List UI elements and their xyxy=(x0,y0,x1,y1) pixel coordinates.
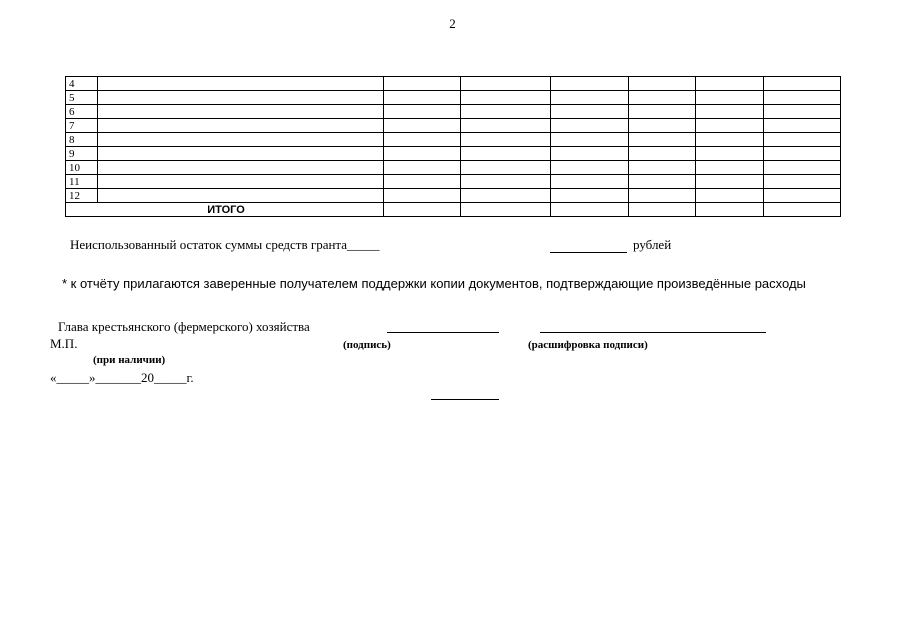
table-cell xyxy=(551,133,629,147)
table-cell xyxy=(461,147,551,161)
table-cell xyxy=(461,133,551,147)
table-cell xyxy=(764,175,841,189)
table-cell xyxy=(629,133,696,147)
table-cell xyxy=(384,189,461,203)
footnote: * к отчёту прилагаются заверенные получателем поддержки копии документов, подтверждающие произведённые расходы xyxy=(62,276,806,291)
total-cell xyxy=(629,203,696,217)
table-cell xyxy=(461,175,551,189)
table-cell xyxy=(629,91,696,105)
table-cell xyxy=(764,77,841,91)
table-cell xyxy=(696,105,764,119)
table-cell xyxy=(696,133,764,147)
table-cell xyxy=(764,189,841,203)
table-cell xyxy=(461,105,551,119)
row-number-cell: 4 xyxy=(66,77,98,91)
date-line: «_____»_______20_____г. xyxy=(50,370,194,385)
signature-line xyxy=(387,332,499,333)
table-cell xyxy=(384,119,461,133)
page-number: 2 xyxy=(449,16,456,31)
table-cell xyxy=(629,105,696,119)
table-cell xyxy=(551,161,629,175)
table-cell xyxy=(696,119,764,133)
table-row xyxy=(66,133,841,147)
table-cell xyxy=(629,147,696,161)
table-cell xyxy=(764,161,841,175)
table-cell xyxy=(98,91,384,105)
table-cell xyxy=(696,175,764,189)
table-cell xyxy=(384,133,461,147)
head-label: Глава крестьянского (фермерского) хозяйства xyxy=(58,319,310,334)
table-cell xyxy=(764,133,841,147)
total-cell xyxy=(551,203,629,217)
row-number-cell: 10 xyxy=(66,161,98,175)
table-cell xyxy=(384,91,461,105)
table-cell xyxy=(384,105,461,119)
table-cell xyxy=(384,77,461,91)
table-row xyxy=(66,91,841,105)
stamp-note: (при наличии) xyxy=(93,354,166,366)
table-row xyxy=(66,105,841,119)
total-cell xyxy=(384,203,461,217)
table-cell xyxy=(98,147,384,161)
table-cell xyxy=(98,119,384,133)
table-cell xyxy=(696,147,764,161)
table-cell xyxy=(551,147,629,161)
table-cell xyxy=(764,105,841,119)
table-cell xyxy=(551,105,629,119)
table-cell xyxy=(98,77,384,91)
row-number-cell: 8 xyxy=(66,133,98,147)
table-cell xyxy=(551,91,629,105)
row-number-cell: 11 xyxy=(66,175,98,189)
table-row xyxy=(66,119,841,133)
total-cell xyxy=(764,203,841,217)
decoding-caption: (расшифровка подписи) xyxy=(528,339,648,351)
table-cell xyxy=(98,105,384,119)
table-cell xyxy=(629,189,696,203)
table-cell xyxy=(696,91,764,105)
table-cell xyxy=(629,119,696,133)
table-cell xyxy=(764,91,841,105)
table-cell xyxy=(98,161,384,175)
total-cell xyxy=(461,203,551,217)
table-row xyxy=(66,189,841,203)
table-cell xyxy=(461,91,551,105)
remainder-amount-line xyxy=(550,252,627,253)
expense-table xyxy=(65,76,841,217)
table-cell xyxy=(764,147,841,161)
table-cell xyxy=(461,77,551,91)
table-cell xyxy=(696,189,764,203)
table-cell xyxy=(696,77,764,91)
row-number-cell: 12 xyxy=(66,189,98,203)
row-number-cell: 9 xyxy=(66,147,98,161)
stamp-label: М.П. xyxy=(50,336,78,351)
table-cell xyxy=(629,77,696,91)
remainder-currency: рублей xyxy=(633,237,672,252)
total-row xyxy=(66,203,841,217)
table-cell xyxy=(461,161,551,175)
remainder-label: Неиспользованный остаток суммы средств гранта_____ xyxy=(70,237,380,252)
table-cell xyxy=(461,119,551,133)
table-row xyxy=(66,147,841,161)
table-cell xyxy=(384,147,461,161)
table-cell xyxy=(696,161,764,175)
table-cell xyxy=(98,133,384,147)
table-cell xyxy=(461,189,551,203)
table-cell xyxy=(629,161,696,175)
separator-line xyxy=(431,399,499,400)
table-row xyxy=(66,161,841,175)
table-row xyxy=(66,77,841,91)
decoding-line xyxy=(540,332,766,333)
table-cell xyxy=(551,175,629,189)
table-cell xyxy=(551,119,629,133)
table-cell xyxy=(629,175,696,189)
row-number-cell: 7 xyxy=(66,119,98,133)
table-cell xyxy=(551,77,629,91)
table-cell xyxy=(98,175,384,189)
table-cell xyxy=(98,189,384,203)
table-cell xyxy=(384,175,461,189)
table-cell xyxy=(764,119,841,133)
total-cell xyxy=(696,203,764,217)
table-cell xyxy=(384,161,461,175)
table-body xyxy=(66,77,841,217)
row-number-cell: 6 xyxy=(66,105,98,119)
row-number-cell: 5 xyxy=(66,91,98,105)
total-label: ИТОГО xyxy=(66,203,384,217)
signature-caption: (подпись) xyxy=(343,339,391,351)
table-row xyxy=(66,175,841,189)
table-cell xyxy=(551,189,629,203)
